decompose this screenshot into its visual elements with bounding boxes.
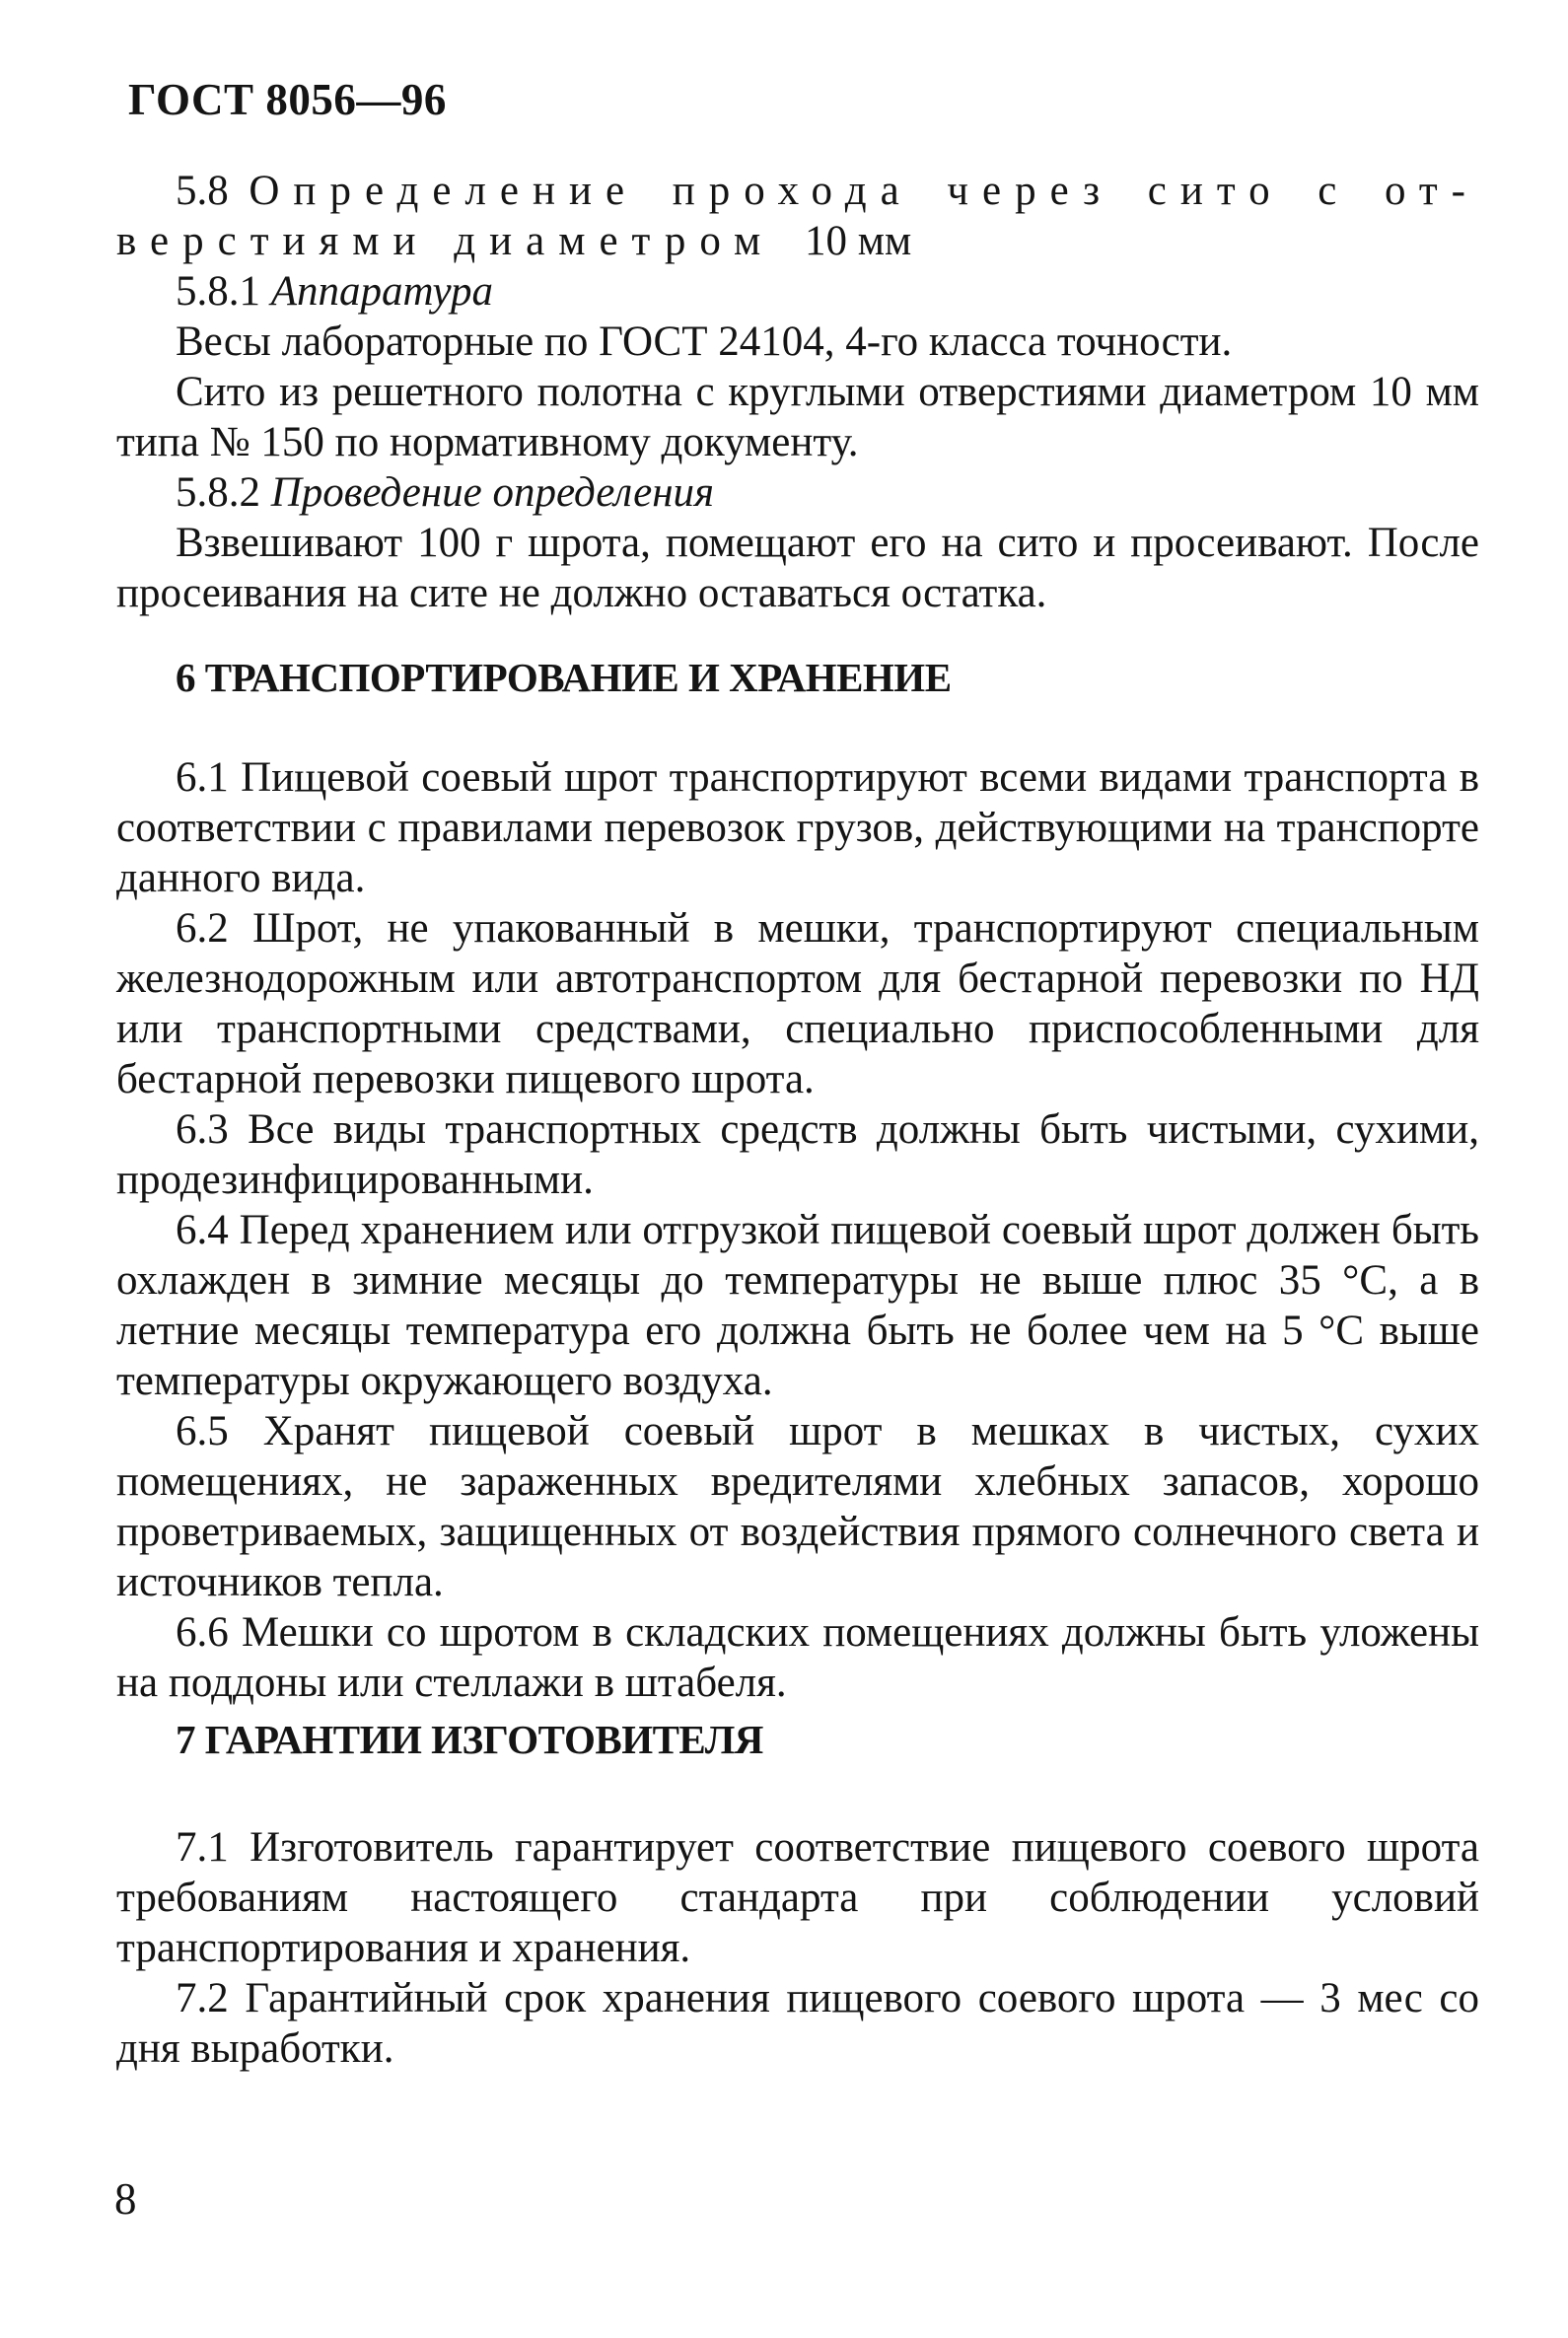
subsection-5-8-2-title: Проведение определения	[270, 469, 715, 516]
paragraph-6-3: 6.3 Все виды транспортных средств должны быть чистыми, сухими, продезинфицированными.	[116, 1106, 1479, 1203]
section-5-8-title-line1	[116, 166, 1479, 216]
section-5-8-title-line2	[116, 216, 1479, 266]
paragraph-6-4: 6.4 Перед хранением или отгрузкой пищевой соевый шрот должен быть охлажден в зимние месяцы до температуры не выше плюс 35 °С, а в летние месяцы температура его должна быть не более чем на 5 °С выше температуры окружающего воздуха.	[116, 1207, 1479, 1404]
subsection-5-8-1-number: 5.8.1	[176, 268, 260, 315]
section-5-8-title-part2: верстиями диаметром	[116, 218, 775, 264]
paragraph-6-6: 6.6 Мешки со шротом в складских помещениях должны быть уложены на поддоны или стеллажи в штабеля.	[116, 1609, 1479, 1706]
paragraph-6-5: 6.5 Хранят пищевой соевый шрот в мешках в чистых, сухих помещениях, не зараженных вредителями хлебных запасов, хорошо проветриваемых, защищенных от воздействия прямого солнечного света и источников тепла.	[116, 1408, 1479, 1605]
subsection-5-8-1-title: Аппаратура	[270, 268, 494, 315]
paragraph-6-1: 6.1 Пищевой соевый шрот транспортируют всеми видами транспорта в соответствии с правилами перевозок грузов, действующими на транспорте данного вида.	[116, 754, 1479, 901]
section-7-title: 7 ГАРАНТИИ ИЗГОТОВИТЕЛЯ	[176, 1717, 763, 1762]
document-header: ГОСТ 8056—96	[128, 75, 447, 124]
paragraph-7-2: 7.2 Гарантийный срок хранения пищевого соевого шрота — 3 мес со дня выработки.	[116, 1975, 1479, 2072]
page-number: 8	[114, 2174, 137, 2224]
subsection-5-8-2-heading	[116, 467, 1479, 518]
paragraph-7-1: 7.1 Изготовитель гарантирует соответствие пищевого соевого шрота требованиям настоящего стандарта при соблюдении условий транспортирования и хранения.	[116, 1824, 1479, 1971]
subsection-5-8-2-number: 5.8.2	[176, 469, 260, 516]
paragraph: Весы лабораторные по ГОСТ 24104, 4-го класса точности.	[176, 319, 1233, 365]
section-5-8-title-part1: Определение прохода через сито с от-	[249, 168, 1479, 214]
section-5-8-number: 5.8	[176, 168, 229, 214]
subsection-5-8-1-heading	[116, 266, 1479, 317]
paragraph-6-2: 6.2 Шрот, не упакованный в мешки, транспортируют специальным железнодорожным или автотранспортом для бестарной перевозки по НД или транспортными средствами, специально приспособленными для бестарной перевозки пищевого шрота.	[116, 905, 1479, 1102]
section-6	[116, 752, 1479, 1708]
section-5-8	[116, 166, 1479, 618]
section-7	[116, 1822, 1479, 2074]
section-6-title: 6 ТРАНСПОРТИРОВАНИЕ И ХРАНЕНИЕ	[176, 655, 952, 700]
section-5-8-title-tail: 10 мм	[805, 218, 912, 264]
paragraph: Взвешивают 100 г шрота, помещают его на сито и просеивают. После просеивания на сите не должно оставаться остатка.	[116, 520, 1479, 616]
paragraph: Сито из решетного полотна с круглыми отверстиями диаметром 10 мм типа № 150 по нормативному документу.	[116, 369, 1479, 465]
